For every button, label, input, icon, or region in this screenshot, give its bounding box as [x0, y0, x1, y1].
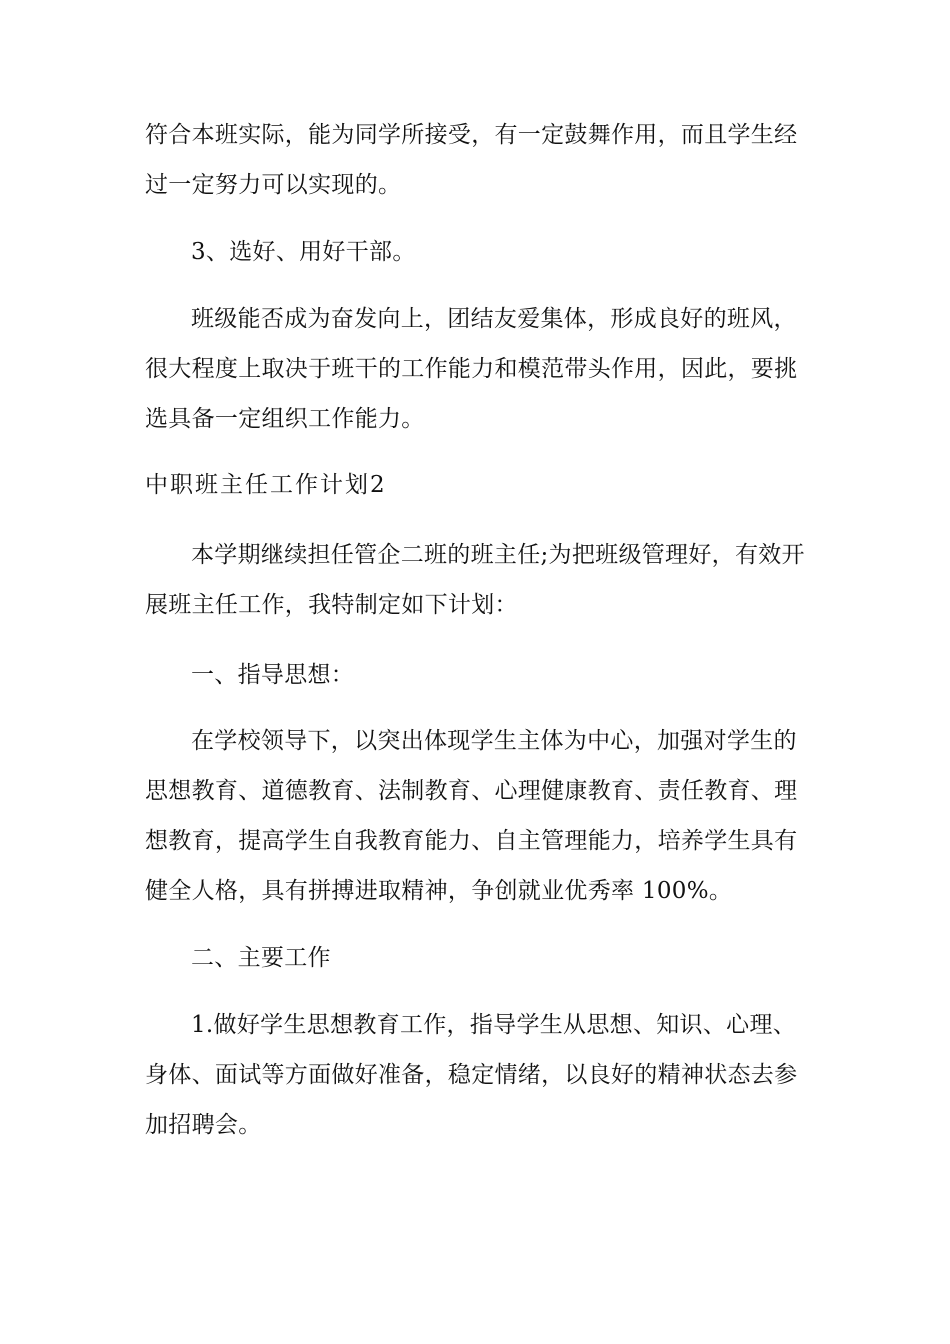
paragraph-select-cadres: 3、选好、用好干部。: [191, 239, 416, 265]
paragraph-main-work-item-1: 1.做好学生思想教育工作，指导学生从思想、知识、心理、身体、面试等方面做好准备，稳定情绪，以良好的精神状态去参加招聘会。: [145, 1012, 798, 1138]
paragraph-semester-plan: 本学期继续担任管企二班的班主任;为把班级管理好，有效开展班主任工作，我特制定如下计划：: [145, 542, 805, 618]
paragraph-main-work-heading: 二、主要工作: [191, 945, 331, 971]
paragraph-class-cadres: 班级能否成为奋发向上，团结友爱集体，形成良好的班风，很大程度上取决于班干的工作能力和模范带头作用，因此，要挑选具备一定组织工作能力。: [145, 306, 798, 432]
paragraph-guiding-ideology-heading: 一、指导思想：: [191, 662, 355, 688]
paragraph-class-goals: 符合本班实际，能为同学所接受，有一定鼓舞作用，而且学生经过一定努力可以实现的。: [145, 122, 798, 198]
section-heading: 中职班主任工作计划2: [145, 472, 387, 498]
paragraph-guiding-ideology: 在学校领导下，以突出体现学生主体为中心，加强对学生的思想教育、道德教育、法制教育、心理健康教育、责任教育、理想教育，提高学生自我教育能力、自主管理能力，培养学生具有健全人格，具有拼搏进取精神，争创就业优秀率 100%。: [145, 728, 798, 904]
